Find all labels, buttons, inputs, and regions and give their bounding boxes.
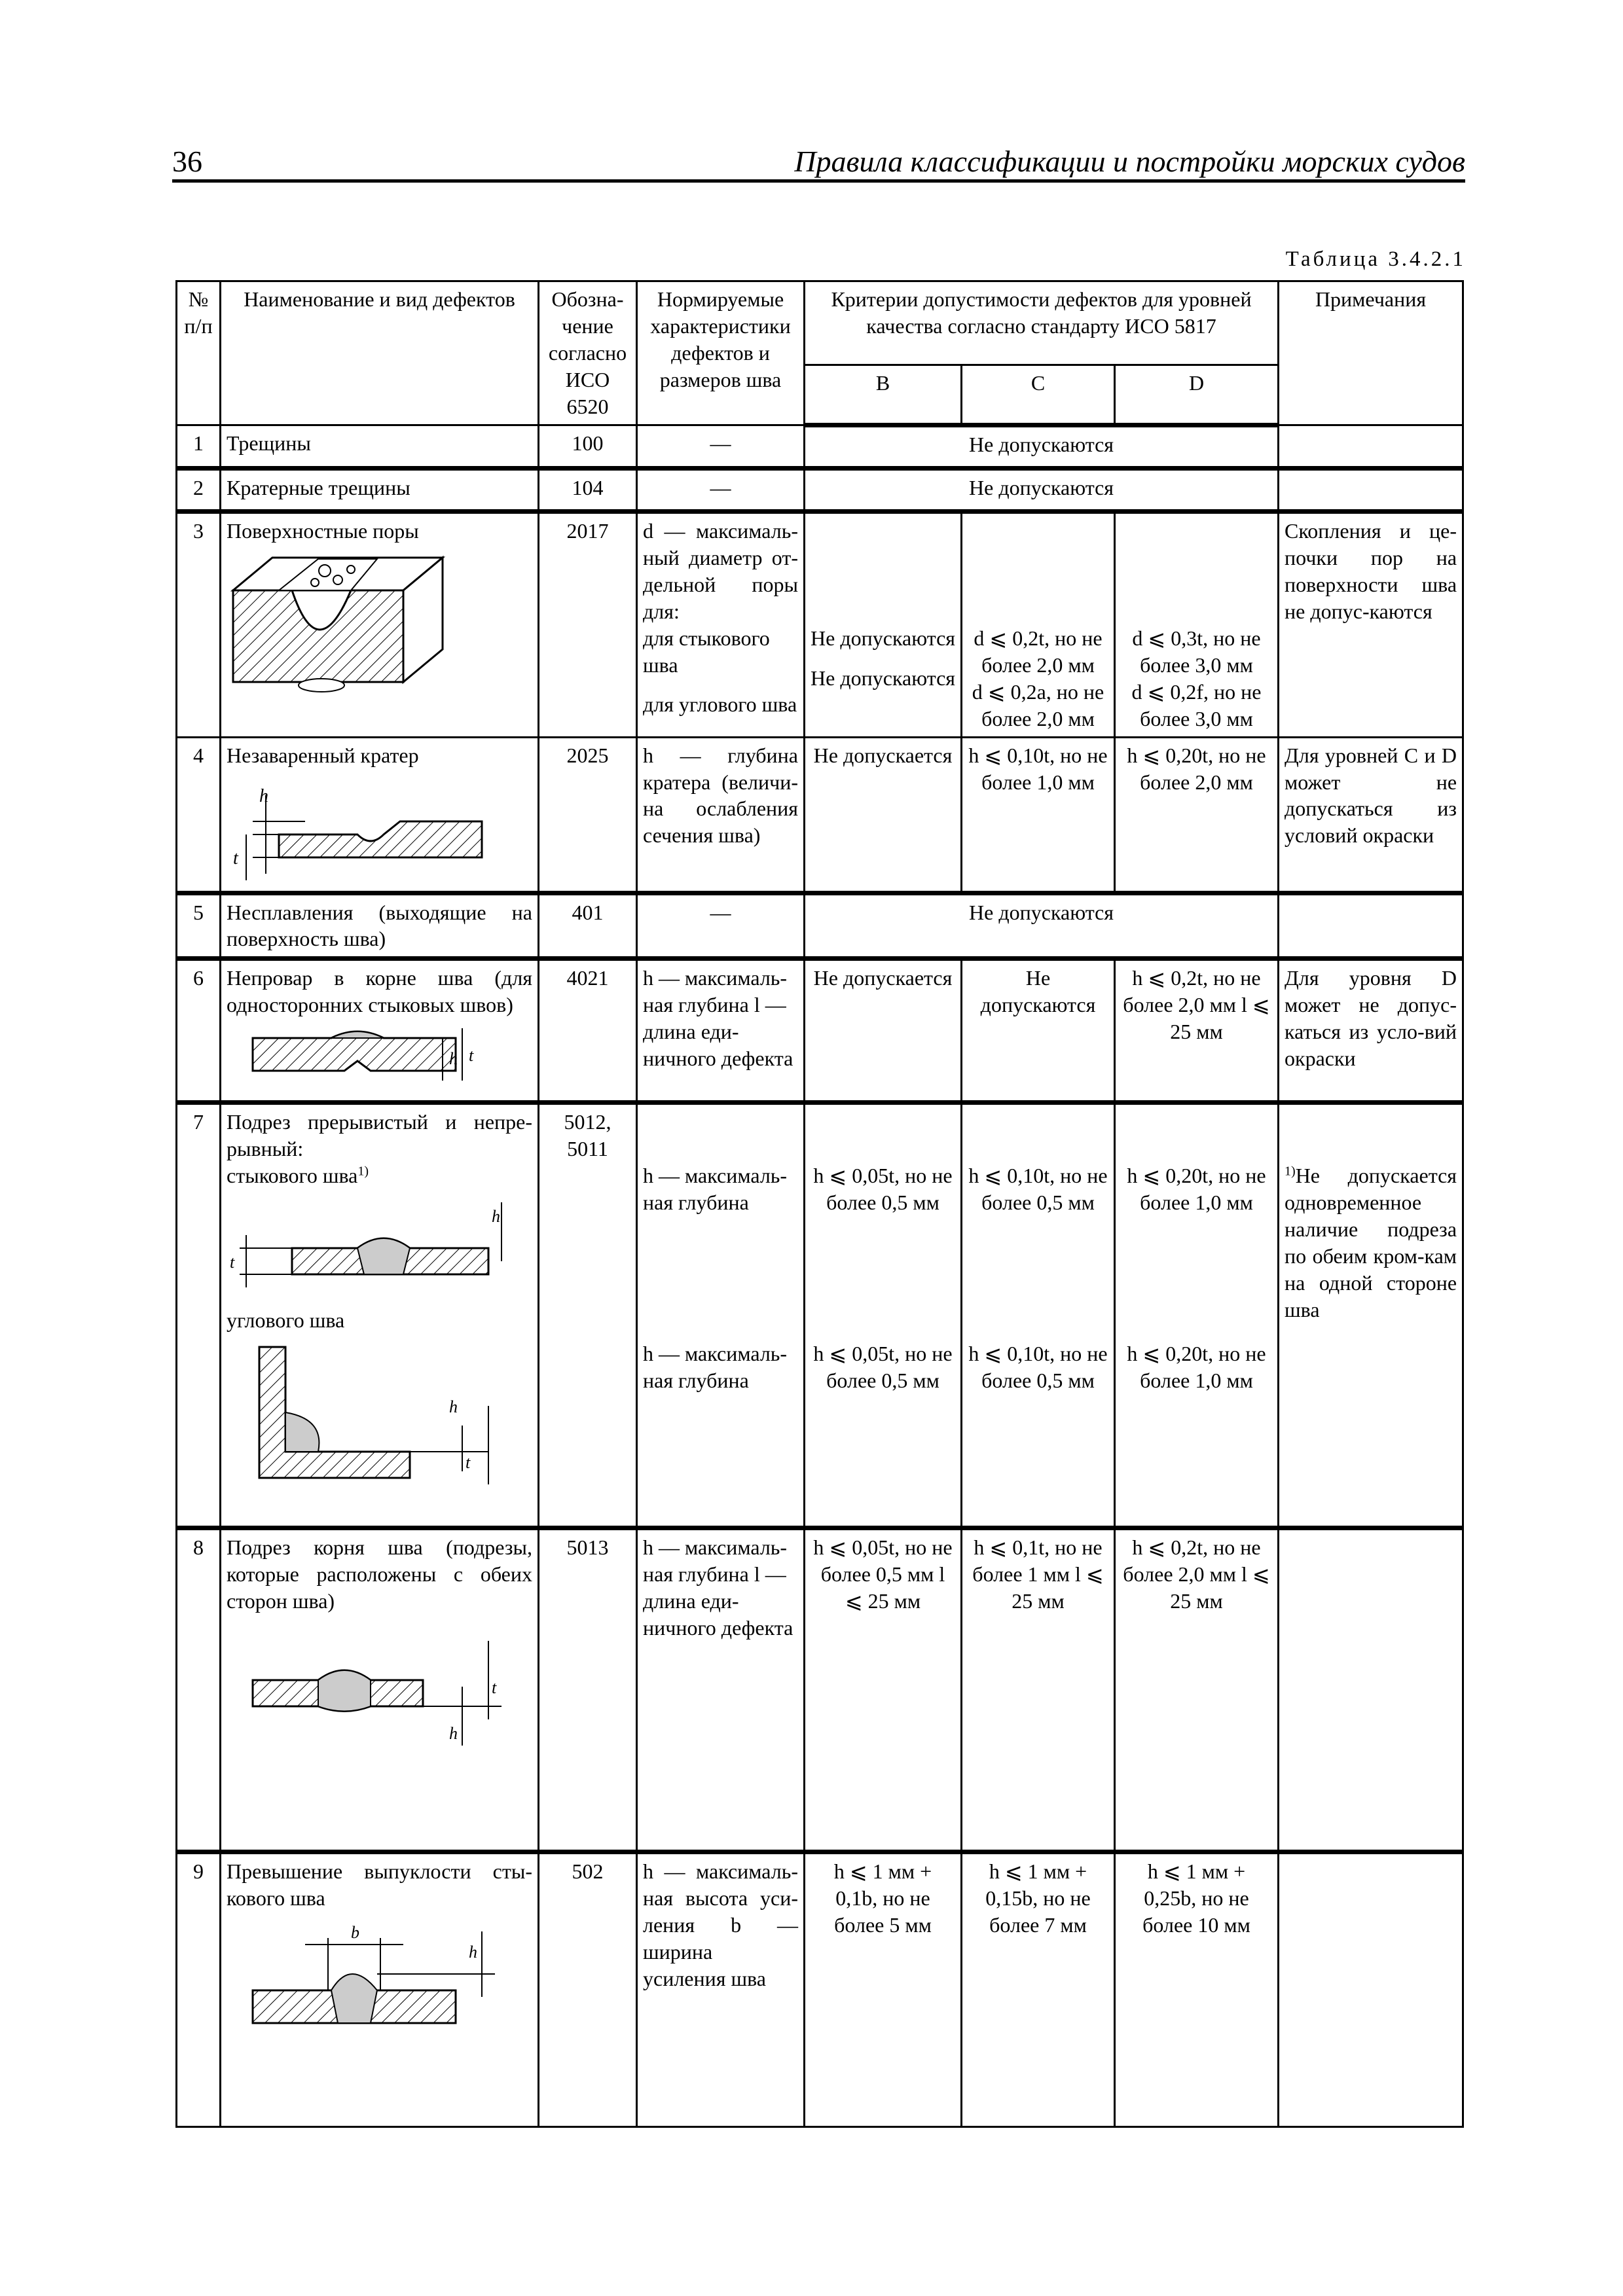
row-note: [1279, 893, 1463, 959]
row-D-cell: [1115, 511, 1279, 737]
row-norm: —: [637, 425, 805, 468]
table-row: [177, 1528, 1463, 1852]
sub-fillet-label: углового шва: [227, 1308, 345, 1333]
row-criteria: Не допускаются: [805, 425, 1279, 468]
col-D-header: D: [1115, 365, 1279, 425]
label-h: h: [449, 1397, 458, 1417]
row-norm: h — максималь-ная глубина l — длина еди-ничного дефекта: [637, 1528, 805, 1852]
page-header: [172, 143, 1465, 183]
row-num: 6: [177, 959, 221, 1103]
row-norm: h — глубина кратера (величи-на ослабления сечения шва): [637, 737, 805, 893]
row-name: Несплавления (выходящие на поверхность шва): [221, 893, 539, 959]
row-norm: —: [637, 468, 805, 511]
row-num: 5: [177, 893, 221, 959]
row-name: Подрез корня шва (подрезы, которые расположены с обеих сторон шва): [227, 1535, 532, 1613]
col-C-header: C: [962, 365, 1115, 425]
table-row: [177, 468, 1463, 511]
row-norm-cell: [637, 511, 805, 737]
row-name: Поверхностные поры: [227, 518, 419, 543]
row-name: Трещины: [221, 425, 539, 468]
surface-pores-figure: [227, 551, 449, 702]
row-B: h ⩽ 0,05t, но не более 0,5 мм l ⩽ 25 мм: [805, 1528, 962, 1852]
row-num: 3: [177, 511, 221, 737]
table-row: [177, 425, 1463, 468]
table-row: [177, 737, 1463, 893]
row-code: 401: [539, 893, 637, 959]
label-b: b: [351, 1923, 359, 1943]
footnote-marker: 1): [1285, 1164, 1296, 1179]
butt-B: h ⩽ 0,05t, но не более 0,5 мм: [813, 1164, 953, 1215]
butt-B: Не допускаются: [811, 626, 955, 650]
table-row: [177, 511, 1463, 737]
label-t: t: [492, 1678, 497, 1698]
row-name: Подрез прерывистый и непре-рывный:: [227, 1110, 532, 1161]
row-code: 5013: [539, 1528, 637, 1852]
butt-weld-label: для стыкового шва: [643, 626, 770, 677]
row-norm: h — максималь-ная высота уси-ления b — ширина усиления шва: [637, 1852, 805, 2127]
label-t: t: [230, 1253, 235, 1272]
row-norm: d — максималь-ный диаметр от-дельной поры для:: [643, 518, 798, 623]
row-code: 4021: [539, 959, 637, 1103]
row-note: Для уровня D может не допус-каться из усло-вий окраски: [1279, 959, 1463, 1103]
row-criteria: Не допускаются: [805, 468, 1279, 511]
row-code: 2025: [539, 737, 637, 893]
table-header-row: [177, 281, 1463, 365]
row-D: h ⩽ 0,2t, но не более 2,0 мм l ⩽ 25 мм: [1115, 1528, 1279, 1852]
table-row: [177, 1103, 1463, 1528]
row-code: 502: [539, 1852, 637, 2127]
row-B: h ⩽ 1 мм + 0,1b, но не более 5 мм: [805, 1852, 962, 2127]
table-row: [177, 1852, 1463, 2127]
row-B: Не допускается: [805, 959, 962, 1103]
col-B-header: B: [805, 365, 962, 425]
label-t: t: [233, 848, 238, 869]
row-name-cell: [221, 737, 539, 893]
row-B-cell: [805, 511, 962, 737]
butt-C: d ⩽ 0,2t, но не более 2,0 мм: [974, 626, 1103, 677]
row-num: 9: [177, 1852, 221, 2127]
row-name-cell: [221, 1852, 539, 2127]
row-name-cell: [221, 1528, 539, 1852]
butt-D: h ⩽ 0,20t, но не более 1,0 мм: [1127, 1164, 1266, 1215]
row-num: 4: [177, 737, 221, 893]
row-note: [1279, 1852, 1463, 2127]
row-name: Незаваренный кратер: [227, 743, 419, 767]
excess-reinforcement-figure: [227, 1918, 515, 2049]
row-note-cell: [1279, 1103, 1463, 1528]
row-name: Кратерные трещины: [221, 468, 539, 511]
fillet-B: Не допускаются: [811, 666, 955, 690]
row-D-cell: [1115, 1103, 1279, 1528]
butt-C: h ⩽ 0,10t, но не более 0,5 мм: [968, 1164, 1108, 1215]
row-norm: —: [637, 893, 805, 959]
row-num: 8: [177, 1528, 221, 1852]
row-D: h ⩽ 0,2t, но не более 2,0 мм l ⩽ 25 мм: [1115, 959, 1279, 1103]
col-iso6520-header: Обозна-чение согласно ИСО 6520: [539, 281, 637, 425]
fillet-D: d ⩽ 0,2f, но не более 3,0 мм: [1131, 679, 1262, 730]
row-C-cell: [962, 511, 1115, 737]
footnote-marker: 1): [357, 1164, 369, 1179]
fillet-norm: h — максималь-ная глубина: [643, 1342, 788, 1393]
page-number: 36: [172, 145, 202, 178]
col-num-header: № п/п: [177, 281, 221, 425]
row-code: 5012, 5011: [539, 1103, 637, 1528]
butt-undercut-figure: [227, 1196, 515, 1307]
col-norm-header: Нормируемые характеристики дефектов и размеров шва: [637, 281, 805, 425]
row-note: Не допускается одновременное наличие подреза по обеим кром-кам на одной стороне шва: [1285, 1164, 1457, 1322]
fillet-B: h ⩽ 0,05t, но не более 0,5 мм: [813, 1342, 953, 1393]
row-name-cell: [221, 959, 539, 1103]
label-h: h: [449, 1049, 458, 1069]
fillet-C: h ⩽ 0,10t, но не более 0,5 мм: [968, 1342, 1108, 1393]
row-name: Непровар в корне шва (для односторонних стыковых швов): [227, 966, 532, 1017]
table-number: Таблица 3.4.2.1: [1285, 247, 1466, 271]
defects-table: [175, 280, 1464, 2128]
col-notes-header: Примечания: [1279, 281, 1463, 425]
row-B-cell: [805, 1103, 962, 1528]
row-code: 100: [539, 425, 637, 468]
row-norm-cell: [637, 1103, 805, 1528]
table-row: [177, 959, 1463, 1103]
label-h: h: [469, 1943, 477, 1962]
row-B: Не допускается: [805, 737, 962, 893]
row-note: [1279, 468, 1463, 511]
fillet-D: h ⩽ 0,20t, но не более 1,0 мм: [1127, 1342, 1266, 1393]
row-code: 2017: [539, 511, 637, 737]
row-norm: h — максималь-ная глубина l — длина еди-ничного дефекта: [637, 959, 805, 1103]
row-C: Не допускаются: [962, 959, 1115, 1103]
row-num: 2: [177, 468, 221, 511]
table-row: [177, 893, 1463, 959]
row-note: Скопления и це-почки пор на поверхности шва не допус-каются: [1279, 511, 1463, 737]
sub-butt-label: стыкового шва: [227, 1164, 358, 1188]
row-num: 1: [177, 425, 221, 468]
fillet-weld-label: для углового шва: [643, 692, 797, 717]
fillet-undercut-figure: [227, 1340, 515, 1491]
root-undercut-figure: [227, 1621, 515, 1752]
row-C: h ⩽ 0,10t, но не более 1,0 мм: [962, 737, 1115, 893]
butt-D: d ⩽ 0,3t, но не более 3,0 мм: [1132, 626, 1261, 677]
row-name-cell: [221, 511, 539, 737]
row-C: h ⩽ 0,1t, но не более 1 мм l ⩽ 25 мм: [962, 1528, 1115, 1852]
root-penetration-figure: [227, 1025, 501, 1084]
col-name-header: Наименование и вид дефектов: [221, 281, 539, 425]
row-note: [1279, 425, 1463, 468]
row-note: Для уровней C и D может не допускаться из условий окраски: [1279, 737, 1463, 893]
row-C: h ⩽ 1 мм + 0,15b, но не более 7 мм: [962, 1852, 1115, 2127]
col-criteria-header: Критерии допустимости дефектов для уровней качества согласно стандарту ИСО 5817: [805, 281, 1279, 365]
label-t: t: [465, 1453, 471, 1473]
fillet-C: d ⩽ 0,2a, но не более 2,0 мм: [972, 679, 1104, 730]
running-title: Правила классификации и постройки морских судов: [794, 145, 1465, 178]
unfilled-crater-figure: [227, 776, 488, 887]
row-code: 104: [539, 468, 637, 511]
butt-norm: h — максималь-ная глубина: [643, 1164, 788, 1215]
row-num: 7: [177, 1103, 221, 1528]
row-D: h ⩽ 0,20t, но не более 2,0 мм: [1115, 737, 1279, 893]
row-note: [1279, 1528, 1463, 1852]
label-t: t: [469, 1046, 474, 1066]
row-D: h ⩽ 1 мм + 0,25b, но не более 10 мм: [1115, 1852, 1279, 2127]
row-name: Превышение выпуклости сты-кового шва: [227, 1859, 532, 1910]
row-C-cell: [962, 1103, 1115, 1528]
label-h: h: [449, 1724, 458, 1744]
label-h: h: [259, 785, 268, 806]
row-name-cell: [221, 1103, 539, 1528]
label-h: h: [492, 1207, 500, 1227]
row-criteria: Не допускаются: [805, 893, 1279, 959]
